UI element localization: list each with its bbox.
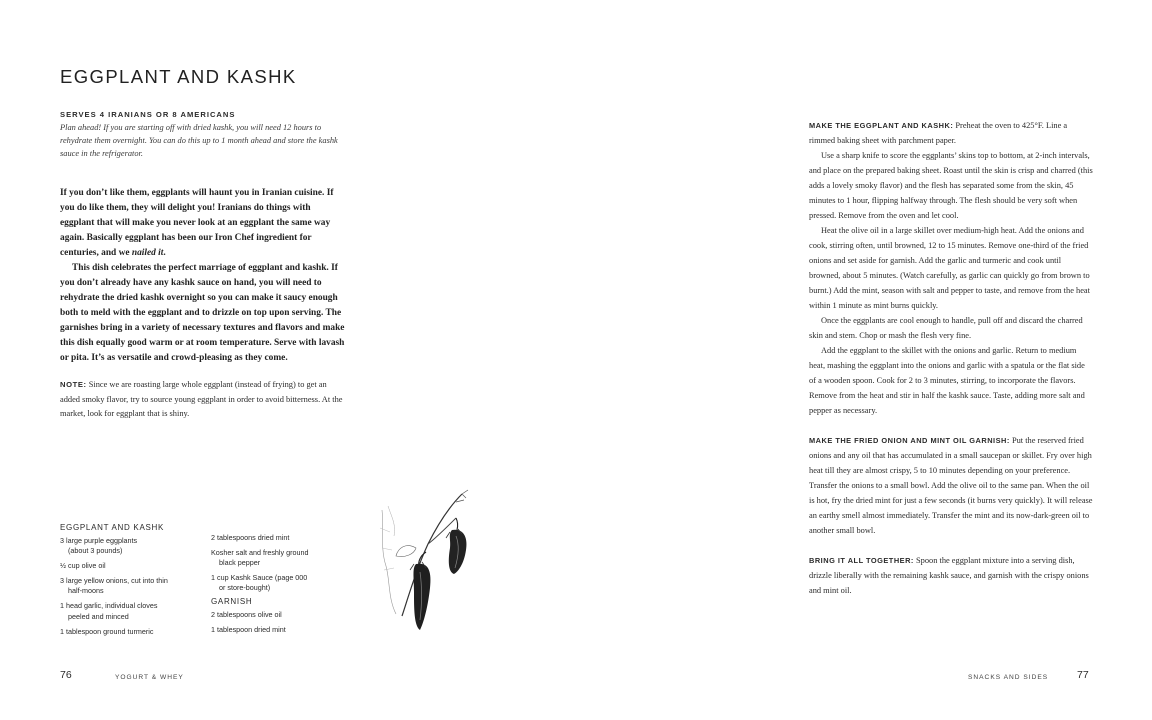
ingredient-item: Kosher salt and freshly ground black pepper: [211, 548, 309, 568]
ingredients-column-1: [60, 523, 210, 642]
method-step: MAKE THE FRIED ONION AND MINT OIL GARNISH: Put the reserved fried onions and any oil that has accumulated in a small saucepan or skillet. Fry over high heat till they are almost crispy, 5 to 10 minutes depending on your preference. Transfer the onions to a small bowl. Add the olive oil to the same pan. When the oil is hot, fry the dried mint for just a few seconds (it burns very quickly). It will release an earthy smell almost immediately. Transfer the mint and its now-dark-green oil to another small bowl.: [809, 436, 1093, 535]
step-label: BRING IT ALL TOGETHER:: [809, 556, 914, 565]
ingredient-item: 3 large purple eggplants (about 3 pounds): [60, 536, 138, 556]
method-step: MAKE THE EGGPLANT AND KASHK: Preheat the oven to 425°F. Line a rimmed baking sheet with parchment paper.: [809, 121, 1068, 145]
left-running-head: YOGURT & WHEY: [115, 674, 184, 681]
ingredient-item: 1 tablespoon dried mint: [211, 625, 286, 635]
intro-paragraph-2: This dish celebrates the perfect marriage of eggplant and kashk. If you don’t already have any kashk sauce on hand, you will need to rehydrate the dried kashk overnight so you can make it saucy enough both to meld with the eggplant and to drizzle on top upon serving. The garnishes bring in a variety of necessary textures and flavors and make this dish equally good warm or at room temperature. Serve with lavash or pita. It’s as versatile and crowd-pleasing as they come.: [60, 263, 345, 363]
ingredient-item: 1 tablespoon ground turmeric: [60, 626, 154, 636]
ingredient-item: 1 head garlic, individual cloves peeled and minced: [60, 601, 158, 621]
ingredient-item: 1 cup Kashk Sauce (page 000 or store-bought): [211, 573, 308, 593]
right-running-head: SNACKS AND SIDES: [968, 674, 1049, 681]
serves-line: SERVES 4 IRANIANS OR 8 AMERICANS: [60, 110, 236, 119]
note-text: Since we are roasting large whole eggplant (instead of frying) to get an added smoky flavor, try to source young eggplant in order to avoid bitterness. At the market, look for eggplant that is shiny.: [60, 380, 343, 418]
ingredient-item: 3 large yellow onions, cut into thin half-moons: [60, 576, 168, 596]
recipe-method: [809, 118, 1093, 598]
step-label: MAKE THE FRIED ONION AND MINT OIL GARNISH:: [809, 436, 1010, 445]
intro-paragraph-1: If you don’t like them, eggplants will haunt you in Iranian cuisine. If you do like them, they will delight you! Iranians do things with eggplant that will make you never look at an eggplant the same way again. Basically eggplant has been our Iron Chef ingredient for centuries, and we nailed it.: [60, 188, 334, 258]
method-paragraph: Heat the olive oil in a large skillet over medium-high heat. Add the onions and cook, stirring often, until browned, 12 to 15 minutes. Remove one-third of the fried onions and set aside for garnish. Add the garlic and turmeric and cook until browned, about 5 minutes. (Watch carefully, as garlic can quickly go from brown to burnt.) Add the mint, season with salt and pepper to taste, and remove from the heat within 1 minute as mint burns quickly.: [809, 226, 1090, 310]
step-label: MAKE THE EGGPLANT AND KASHK:: [809, 121, 954, 130]
recipe-intro: [60, 186, 346, 366]
method-paragraph: Add the eggplant to the skillet with the onions and garlic. Return to medium heat, mashing the eggplant into the onions and garlic with a spatula or the flat side of a wooden spoon. Cook for 2 to 3 minutes, stirring, to incorporate the flavors. Remove from the heat and stir in half the kashk sauce. Taste, adding more salt and pepper as necessary.: [809, 346, 1085, 415]
eggplant-illustration: [376, 488, 476, 636]
ingredient-item: 2 tablespoons olive oil: [211, 610, 282, 620]
right-page-number: 77: [1077, 669, 1089, 681]
recipe-title: EGGPLANT AND KASHK: [60, 66, 297, 87]
plan-ahead-note: Plan ahead! If you are starting off with dried kashk, you will need 12 hours to rehydrate them overnight. You can do this up to 1 month ahead and store the kashk sauce in the refrigerator.: [60, 123, 338, 158]
ingredient-item: ½ cup olive oil: [60, 561, 106, 571]
method-step: BRING IT ALL TOGETHER: Spoon the eggplant mixture into a serving dish, drizzle liberally with the remaining kashk sauce, and garnish with the crispy onions and mint oil.: [809, 556, 1089, 595]
method-paragraph: Use a sharp knife to score the eggplants’ skins top to bottom, at 2-inch intervals, and place on the prepared baking sheet. Roast until the skin is crisp and charred (this adds a lovely smoky flavor) and the flesh has separated some from the skin, 45 minutes to 1 hour, flipping halfway through. The flesh should be very soft when pressed. Remove from the oven and let cool.: [809, 151, 1093, 220]
ingredients-column-2: [211, 533, 361, 640]
method-paragraph: Once the eggplants are cool enough to handle, pull off and discard the charred skin and stem. Chop or mash the flesh very fine.: [809, 316, 1083, 340]
recipe-note: [60, 378, 346, 422]
note-label: NOTE:: [60, 380, 87, 389]
garnish-heading: GARNISH: [211, 597, 253, 607]
left-page-number: 76: [60, 669, 72, 681]
ingredient-item: 2 tablespoons dried mint: [211, 533, 290, 542]
ingredients-heading: EGGPLANT AND KASHK: [60, 523, 165, 532]
